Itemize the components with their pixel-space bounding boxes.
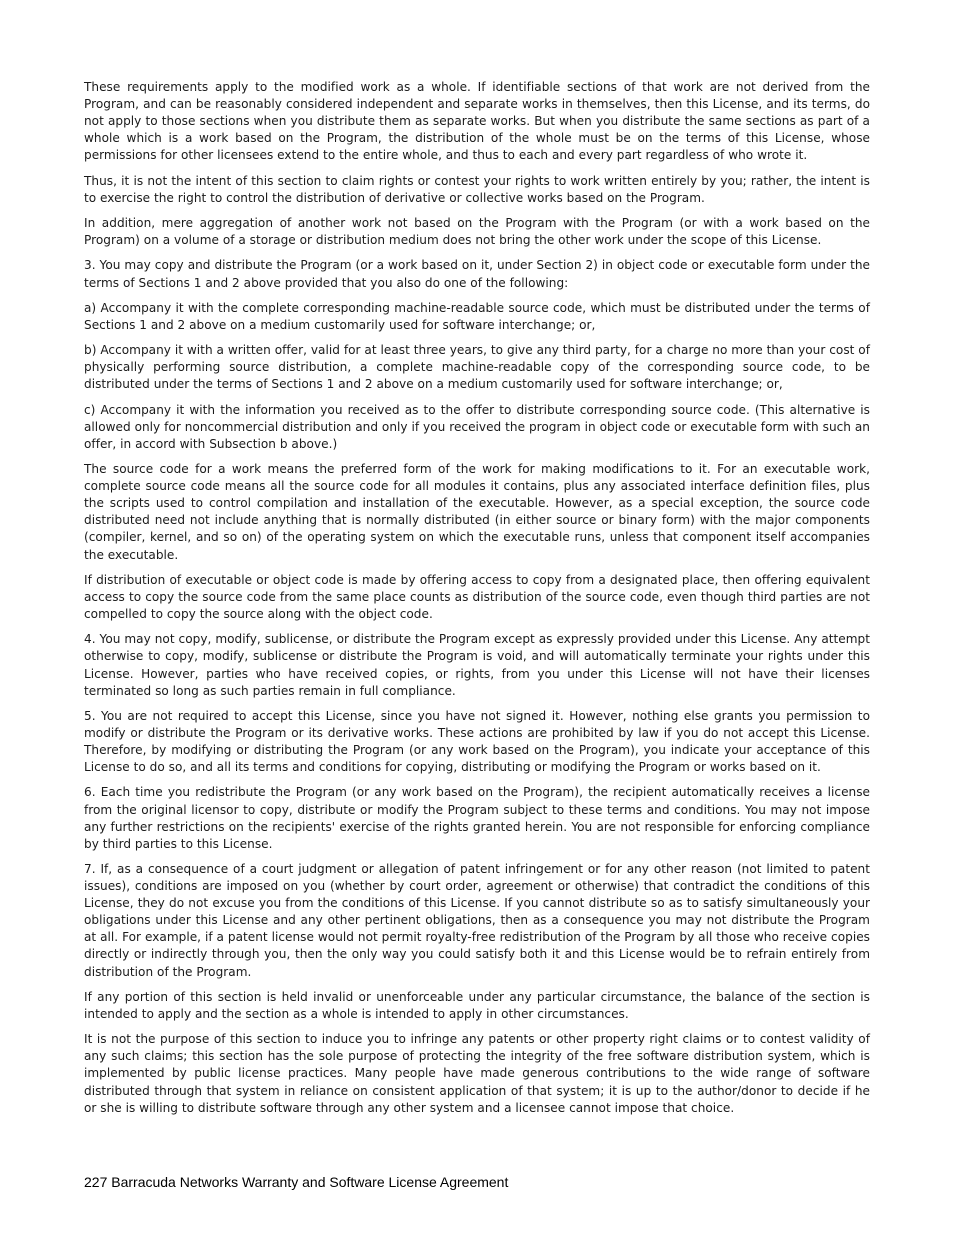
- paragraph-section-7: 7. If, as a consequence of a court judgment or allegation of patent infringement or for any other reason (not limited to patent issues), conditions are imposed on you (whether by court order, agreement or otherwise) that contradict the conditions of this License, they do not excuse you from the conditions of this License. If you cannot distribute so as to satisfy simultaneously your obligations under this License and any other pertinent obligations, then as a consequence you may not distribute the Program at all. For example, if a patent license would not permit royalty-free redistribution of the Program by all those who receive copies directly or indirectly through you, then the only way you could satisfy both it and this License would be to refrain entirely from distribution of the Program.: [84, 862, 870, 979]
- paragraph-clause-a: a) Accompany it with the complete corresponding machine-readable source code, which must be distributed under the terms of Sections 1 and 2 above on a medium customarily used for software interchange; or,: [84, 300, 870, 332]
- page-footer: 227 Barracuda Networks Warranty and Software License Agreement: [84, 1174, 509, 1190]
- paragraph: Thus, it is not the intent of this section to claim rights or contest your rights to work written entirely by you; rather, the intent is to exercise the right to control the distribution of derivative or collective works based on the Program.: [84, 173, 870, 205]
- paragraph-section-5: 5. You are not required to accept this License, since you have not signed it. However, nothing else grants you permission to modify or distribute the Program or its derivative works. These actions are prohibited by law if you do not accept this License. Therefore, by modifying or distributing the Program (or any work based on the Program), you indicate your acceptance of this License to do so, and all its terms and conditions for copying, distributing or modifying the Program or works based on it.: [84, 708, 870, 775]
- paragraph-section-6: 6. Each time you redistribute the Program (or any work based on the Program), the recipient automatically receives a license from the original licensor to copy, distribute or modify the Program subject to these terms and conditions. You may not impose any further restrictions on the recipients' exercise of the rights granted herein. You are not responsible for enforcing compliance by third parties to this License.: [84, 785, 870, 851]
- paragraph-clause-c: c) Accompany it with the information you received as to the offer to distribute corresponding source code. (This alternative is allowed only for noncommercial distribution and only if you received the program in object code or executable form with such an offer, in accord with Subsection b above.): [84, 402, 870, 451]
- paragraph-clause-b: b) Accompany it with a written offer, valid for at least three years, to give any third party, for a charge no more than your cost of physically performing source distribution, a complete machine-readable copy of the corresponding source code, to be distributed under the terms of Sections 1 and 2 above on a medium customarily used for software interchange; or,: [84, 343, 870, 392]
- paragraph-section-4: 4. You may not copy, modify, sublicense, or distribute the Program except as expressly provided under this License. Any attempt otherwise to copy, modify, sublicense or distribute the Program is void, and will automatically terminate your rights under this License. However, parties who have received copies, or rights, from you under this License will not have their licenses terminated so long as such parties remain in full compliance.: [84, 632, 870, 698]
- paragraph: If any portion of this section is held invalid or unenforceable under any particular circumstance, the balance of the section is intended to apply and the section as a whole is intended to apply in other circumstances.: [84, 989, 870, 1021]
- paragraph: It is not the purpose of this section to induce you to infringe any patents or other property right claims or to contest validity of any such claims; this section has the sole purpose of protecting the integrity of the free software distribution system, which is implemented by public license practices. Many people have made generous contributions to the wide range of software distributed through that system in reliance on consistent application of that system; it is up to the author/donor to decide if he or she is willing to distribute software through any other system and a licensee cannot impose that choice.: [84, 1032, 870, 1115]
- paragraph: The source code for a work means the preferred form of the work for making modifications to it. For an executable work, complete source code means all the source code for all modules it contains, plus any associated interface definition files, plus the scripts used to control compilation and installation of the executable. However, as a special exception, the source code distributed need not include anything that is normally distributed (in either source or binary form) with the major components (compiler, kernel, and so on) of the operating system on which the executable runs, unless that component itself accompanies the executable.: [84, 462, 870, 562]
- paragraph: If distribution of executable or object code is made by offering access to copy from a designated place, then offering equivalent access to copy the source code from the same place counts as distribution of the source code, even though third parties are not compelled to copy the source along with the object code.: [84, 572, 870, 622]
- license-body: [84, 79, 870, 1125]
- paragraph: In addition, mere aggregation of another work not based on the Program with the Program (or with a work based on the Program) on a volume of a storage or distribution medium does not bring the other work under the scope of this License.: [84, 216, 870, 248]
- paragraph-section-3: 3. You may copy and distribute the Program (or a work based on it, under Section 2) in object code or executable form under the terms of Sections 1 and 2 above provided that you also do one of the following:: [84, 258, 870, 290]
- paragraph: These requirements apply to the modified work as a whole. If identifiable sections of that work are not derived from the Program, and can be reasonably considered independent and separate works in themselves, then this License, and its terms, do not apply to those sections when you distribute them as separate works. But when you distribute the same sections as part of a whole which is a work based on the Program, the distribution of the whole must be on the terms of this License, whose permissions for other licensees extend to the entire whole, and thus to each and every part regardless of who wrote it.: [84, 80, 870, 163]
